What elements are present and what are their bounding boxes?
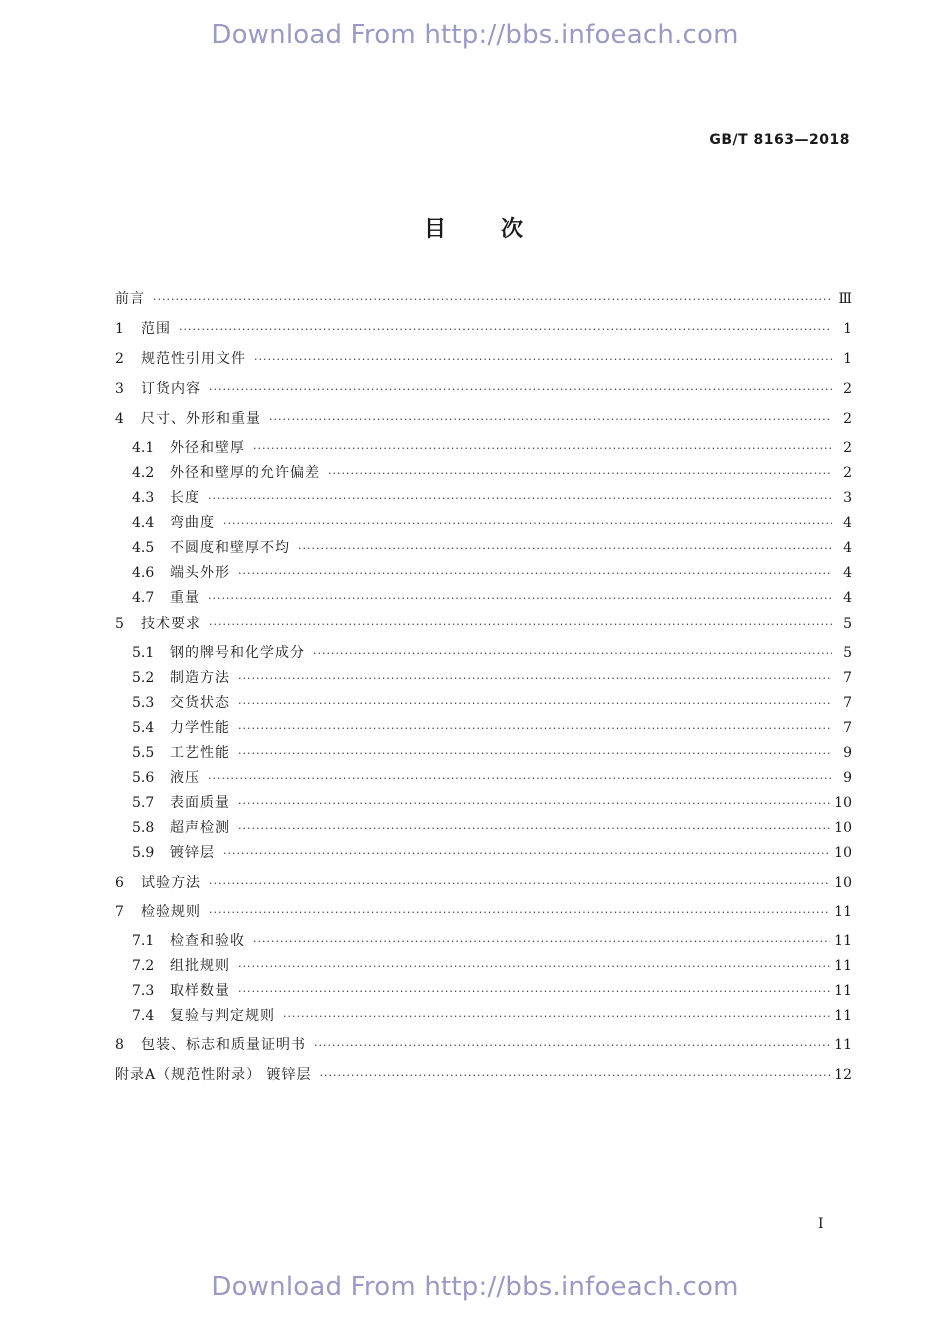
toc-entry-label: 试验方法 (141, 875, 201, 891)
toc-entry-label: 外径和壁厚的允许偏差 (170, 465, 320, 481)
toc-entry-page: 4 (843, 590, 852, 606)
toc-leader-dots (238, 563, 832, 585)
toc-entry-label: 表面质量 (170, 795, 230, 811)
toc-leader-dots (153, 289, 832, 311)
toc-leader-dots (208, 488, 832, 510)
toc-leader-dots (223, 513, 832, 535)
toc-entry[interactable] (115, 901, 852, 923)
toc-entry-page: 4 (843, 540, 852, 556)
toc-leader-dots (313, 643, 832, 665)
toc-leader-dots (238, 668, 832, 690)
toc-entry-number: 5.8 (132, 820, 155, 836)
toc-entry-page: 11 (834, 904, 852, 920)
toc-entry-label: 尺寸、外形和重量 (141, 411, 261, 427)
toc-entry-number: 4.4 (132, 515, 155, 531)
toc-entry-label: 规范性引用文件 (141, 351, 246, 367)
toc-entry-page: 2 (843, 381, 852, 397)
toc-entry[interactable] (115, 378, 852, 400)
toc-entry[interactable] (132, 487, 852, 509)
toc-entry-label: 不圆度和壁厚不均 (170, 540, 290, 556)
watermark-top: Download From http://bbs.infoeach.com (211, 20, 739, 50)
toc-entry-number: 4.2 (132, 465, 155, 481)
toc-entry-page: 12 (834, 1067, 852, 1083)
toc-entry[interactable] (115, 872, 852, 894)
toc-entry-page: 11 (834, 958, 852, 974)
toc-entry-number: 7.2 (132, 958, 155, 974)
toc-entry[interactable] (115, 288, 852, 310)
toc-entry-number: 2 (115, 351, 124, 367)
toc-entry-number: 7.1 (132, 933, 155, 949)
toc-entry-number: 7.4 (132, 1008, 155, 1024)
watermark-bottom: Download From http://bbs.infoeach.com (211, 1272, 739, 1302)
toc-entry[interactable] (132, 742, 852, 764)
toc-entry-number: 4.7 (132, 590, 155, 606)
toc-leader-dots (209, 873, 830, 895)
toc-entry[interactable] (132, 587, 852, 609)
toc-entry-page: 1 (843, 351, 852, 367)
toc-entry[interactable] (132, 437, 852, 459)
toc-entry-number: 5.4 (132, 720, 155, 736)
toc-leader-dots (238, 981, 830, 1003)
toc-entry-number: 5.1 (132, 645, 155, 661)
toc-entry[interactable] (115, 408, 852, 430)
toc-entry-label: 重量 (170, 590, 200, 606)
toc-entry-page: 10 (834, 845, 852, 861)
toc-entry-label: 制造方法 (170, 670, 230, 686)
toc-leader-dots (238, 743, 832, 765)
toc-entry-number: 4.1 (132, 440, 155, 456)
toc-leader-dots (209, 379, 832, 401)
toc-entry-page: 11 (834, 1008, 852, 1024)
toc-leader-dots (209, 614, 832, 636)
toc-entry-label: 超声检测 (170, 820, 230, 836)
toc-entry-page: Ⅲ (838, 291, 852, 307)
toc-entry-page: 2 (843, 465, 852, 481)
toc-leader-dots (208, 768, 832, 790)
toc-entry-number: 4.5 (132, 540, 155, 556)
toc-entry[interactable] (115, 348, 852, 370)
toc-leader-dots (238, 793, 830, 815)
toc-leader-dots (238, 718, 832, 740)
toc-entry-label: 长度 (170, 490, 200, 506)
toc-entry[interactable] (132, 980, 852, 1002)
toc-entry[interactable] (132, 642, 852, 664)
toc-leader-dots (298, 538, 832, 560)
toc-entry-label: 包装、标志和质量证明书 (141, 1037, 306, 1053)
toc-entry-number: 4.3 (132, 490, 155, 506)
toc-entry[interactable] (115, 1064, 852, 1086)
toc-entry-label: 技术要求 (141, 616, 201, 632)
toc-entry-label: 外径和壁厚 (170, 440, 245, 456)
toc-entry-number: 4 (115, 411, 124, 427)
toc-entry-page: 2 (843, 440, 852, 456)
toc-entry[interactable] (132, 537, 852, 559)
toc-entry-page: 9 (843, 770, 852, 786)
toc-entry[interactable] (132, 1005, 852, 1027)
toc-entry-label: 镀锌层 (170, 845, 215, 861)
page-divider (0, 1180, 950, 1181)
toc-leader-dots (238, 956, 830, 978)
toc-entry-number: 5.3 (132, 695, 155, 711)
toc-entry-page: 7 (843, 695, 852, 711)
page-number: I (818, 1216, 824, 1232)
toc-entry-page: 7 (843, 720, 852, 736)
toc-entry-page: 9 (843, 745, 852, 761)
toc-entry[interactable] (115, 613, 852, 635)
toc-entry[interactable] (115, 1034, 852, 1056)
toc-entry-page: 11 (834, 933, 852, 949)
page-title (0, 212, 950, 243)
toc-entry-number: 5.6 (132, 770, 155, 786)
toc-leader-dots (223, 843, 830, 865)
toc-entry[interactable] (132, 792, 852, 814)
toc-entry-page: 4 (843, 515, 852, 531)
toc-entry-page: 1 (843, 321, 852, 337)
toc-entry-label: 前言 (115, 291, 145, 307)
toc-entry-label: 附录A（规范性附录） 镀锌层 (115, 1067, 312, 1083)
toc-entry-label: 检查和验收 (170, 933, 245, 949)
toc-entry[interactable] (132, 512, 852, 534)
toc-entry-label: 液压 (170, 770, 200, 786)
toc-entry-page: 5 (843, 616, 852, 632)
toc-entry-number: 6 (115, 875, 124, 891)
toc-entry-page: 11 (834, 983, 852, 999)
toc-entry-page: 10 (834, 820, 852, 836)
toc-entry-label: 弯曲度 (170, 515, 215, 531)
toc-entry-label: 组批规则 (170, 958, 230, 974)
toc-entry-number: 1 (115, 321, 124, 337)
toc-entry[interactable] (132, 842, 852, 864)
toc-entry[interactable] (132, 667, 852, 689)
toc-leader-dots (320, 1065, 831, 1087)
toc-entry-number: 5.2 (132, 670, 155, 686)
toc-entry-number: 3 (115, 381, 124, 397)
toc-leader-dots (238, 818, 830, 840)
toc-entry-number: 7 (115, 904, 124, 920)
toc-entry-label: 检验规则 (141, 904, 201, 920)
toc-leader-dots (238, 693, 832, 715)
toc-leader-dots (314, 1035, 830, 1057)
toc-entry-page: 4 (843, 565, 852, 581)
toc-entry-label: 复验与判定规则 (170, 1008, 275, 1024)
toc-entry[interactable] (132, 462, 852, 484)
toc-entry[interactable] (132, 955, 852, 977)
toc-entry-number: 5.7 (132, 795, 155, 811)
toc-entry-number: 5 (115, 616, 124, 632)
toc-entry-page: 3 (843, 490, 852, 506)
toc-entry[interactable] (132, 817, 852, 839)
toc-leader-dots (328, 463, 832, 485)
toc-entry-page: 7 (843, 670, 852, 686)
toc-entry-number: 8 (115, 1037, 124, 1053)
toc-leader-dots (269, 409, 832, 431)
title-char-1: 目 (423, 217, 449, 242)
toc-entry-page: 2 (843, 411, 852, 427)
toc-entry[interactable] (115, 318, 852, 340)
toc-entry[interactable] (132, 767, 852, 789)
toc-entry[interactable] (132, 717, 852, 739)
toc-leader-dots (254, 349, 832, 371)
toc-entry-label: 取样数量 (170, 983, 230, 999)
toc-leader-dots (209, 902, 830, 924)
toc-entry-number: 7.3 (132, 983, 155, 999)
standard-code: GB/T 8163—2018 (709, 132, 850, 148)
toc-entry-number: 4.6 (132, 565, 155, 581)
toc-entry-number: 5.5 (132, 745, 155, 761)
toc-entry-label: 力学性能 (170, 720, 230, 736)
toc-entry-label: 订货内容 (141, 381, 201, 397)
toc-entry-page: 11 (834, 1037, 852, 1053)
toc-entry-label: 钢的牌号和化学成分 (170, 645, 305, 661)
toc-leader-dots (179, 319, 832, 341)
toc-entry-label: 端头外形 (170, 565, 230, 581)
toc-entry-page: 10 (834, 875, 852, 891)
toc-entry-page: 10 (834, 795, 852, 811)
toc-leader-dots (253, 931, 830, 953)
toc-entry-label: 范围 (141, 321, 171, 337)
toc-entry[interactable] (132, 562, 852, 584)
toc-leader-dots (208, 588, 832, 610)
toc-leader-dots (253, 438, 832, 460)
toc-entry[interactable] (132, 930, 852, 952)
title-char-2: 次 (501, 217, 527, 242)
toc-entry-page: 5 (843, 645, 852, 661)
toc-leader-dots (283, 1006, 830, 1028)
toc-entry-number: 5.9 (132, 845, 155, 861)
toc-entry-label: 工艺性能 (170, 745, 230, 761)
toc-entry-label: 交货状态 (170, 695, 230, 711)
toc-entry[interactable] (132, 692, 852, 714)
